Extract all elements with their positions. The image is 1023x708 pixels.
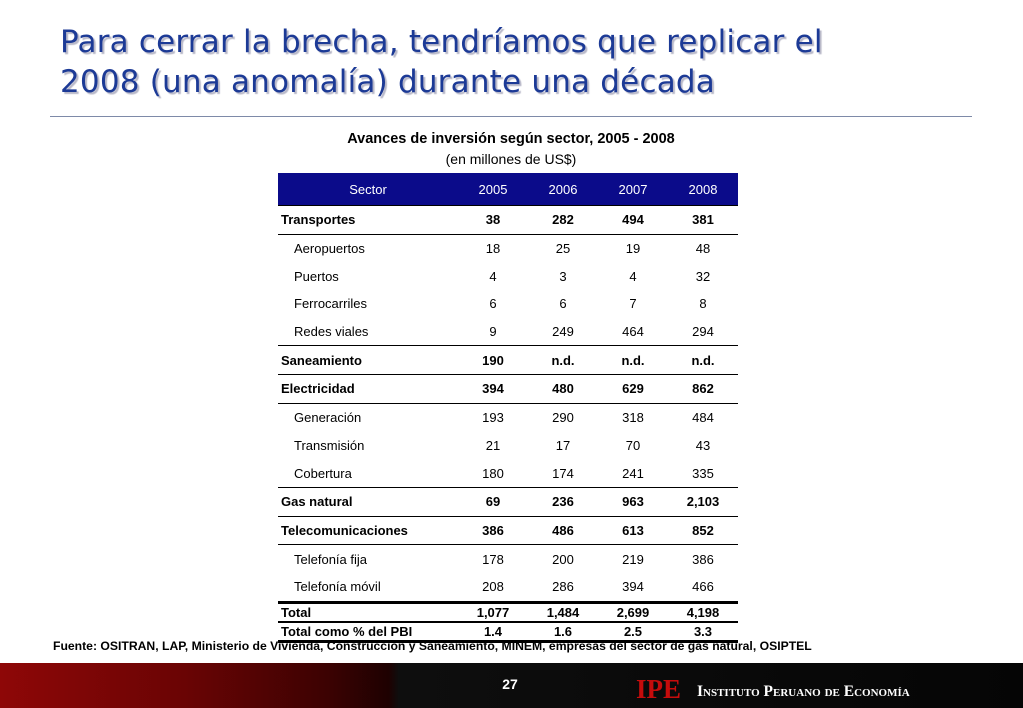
header-2006: 2006	[528, 173, 598, 206]
page-number: 27	[502, 676, 518, 692]
row-label: Generación	[278, 403, 458, 431]
cell-2006: 25	[528, 234, 598, 262]
title-divider	[50, 116, 972, 117]
table-row	[278, 206, 738, 235]
row-label: Redes viales	[294, 324, 369, 340]
cell-2005: 1.4	[458, 622, 528, 642]
row-label: Puertos	[294, 268, 339, 284]
cell-2005: 21	[485, 437, 501, 453]
header-sector: Sector	[278, 173, 458, 206]
cell-2008: 862	[668, 375, 738, 404]
row-label: Cobertura	[294, 465, 352, 481]
header-2007: 2007	[598, 173, 668, 206]
cell-2006: 200	[528, 545, 598, 573]
row-label: Telefonía fija	[278, 545, 458, 573]
cell-2008: 4,198	[668, 602, 738, 622]
cell-2006: 286	[552, 579, 574, 595]
slide-title-line-1: Para cerrar la brecha, tendríamos que replicar el	[60, 24, 823, 60]
cell-2007: 963	[598, 487, 668, 516]
table-row	[278, 403, 738, 431]
cell-2008: 48	[668, 234, 738, 262]
cell-2005: 69	[458, 487, 528, 516]
row-label: Ferrocarriles	[294, 296, 367, 312]
cell-2008: 386	[668, 545, 738, 573]
cell-2008: 32	[695, 268, 711, 284]
table-row	[278, 516, 738, 545]
cell-2008: 852	[668, 516, 738, 545]
cell-2008: 484	[668, 403, 738, 431]
table-row	[278, 290, 738, 318]
cell-2007: 464	[622, 324, 644, 340]
table-row	[278, 487, 738, 516]
row-label: Saneamiento	[278, 346, 458, 375]
row-label: Total	[278, 602, 458, 622]
cell-2005: 1,077	[458, 602, 528, 622]
cell-2005: 38	[458, 206, 528, 235]
cell-2006: 3	[559, 268, 567, 284]
table-title: Avances de inversión según sector, 2005 - 2008	[347, 131, 675, 147]
cell-2005: 4	[489, 268, 497, 284]
cell-2005: 6	[489, 296, 497, 312]
cell-2006: 1,484	[528, 602, 598, 622]
cell-2007: 241	[622, 465, 644, 481]
row-label: Aeropuertos	[278, 234, 458, 262]
row-label: Telefonía móvil	[294, 579, 381, 595]
cell-2008: n.d.	[668, 346, 738, 375]
row-label: Total como % del PBI	[278, 622, 458, 642]
ipe-logo: IPE	[636, 674, 682, 704]
table-row	[278, 573, 738, 602]
organization-name: Instituto Peruano de Economía	[697, 683, 910, 700]
total-row	[278, 602, 738, 622]
row-label: Gas natural	[278, 487, 458, 516]
cell-2006: 1.6	[528, 622, 598, 642]
cell-2005: 386	[458, 516, 528, 545]
cell-2008: 466	[692, 579, 714, 595]
header-2005: 2005	[458, 173, 528, 206]
cell-2008: 2,103	[668, 487, 738, 516]
cell-2007: 70	[625, 437, 641, 453]
cell-2006: 6	[559, 296, 567, 312]
source-note: Fuente: OSITRAN, LAP, Ministerio de Vivienda, Construcción y Saneamiento, MINEM, empresas del sector de gas natural, OSIPTEL	[53, 639, 812, 653]
row-label: Telecomunicaciones	[278, 516, 458, 545]
cell-2007: 494	[598, 206, 668, 235]
cell-2005: 18	[458, 234, 528, 262]
cell-2007: 219	[598, 545, 668, 573]
cell-2008: 3.3	[668, 622, 738, 642]
table-header-row	[278, 173, 738, 206]
row-label: Transmisión	[294, 437, 365, 453]
table-row	[278, 432, 738, 460]
cell-2007: 7	[629, 296, 637, 312]
slide-title-line-2: 2008 (una anomalía) durante una década	[60, 64, 715, 100]
table-row	[278, 318, 738, 346]
cell-2008: 294	[692, 324, 714, 340]
cell-2007: 613	[598, 516, 668, 545]
header-2008: 2008	[668, 173, 738, 206]
cell-2007: 19	[598, 234, 668, 262]
table-row	[278, 375, 738, 404]
table-subtitle: (en millones de US$)	[445, 151, 577, 167]
cell-2007: 394	[622, 579, 644, 595]
table-row	[278, 346, 738, 375]
cell-2008: 335	[692, 465, 714, 481]
cell-2005: 190	[458, 346, 528, 375]
row-label: Transportes	[278, 206, 458, 235]
cell-2008: 43	[695, 437, 711, 453]
cell-2006: 282	[528, 206, 598, 235]
cell-2007: 318	[598, 403, 668, 431]
cell-2005: 193	[458, 403, 528, 431]
table-row	[278, 545, 738, 573]
cell-2006: 249	[552, 324, 574, 340]
investment-table	[278, 173, 738, 643]
cell-2005: 178	[458, 545, 528, 573]
table-row	[278, 459, 738, 487]
cell-2006: 486	[528, 516, 598, 545]
table-row	[278, 262, 738, 290]
cell-2008: 8	[699, 296, 707, 312]
slide-title	[60, 22, 1000, 102]
cell-2006: 236	[528, 487, 598, 516]
cell-2006: n.d.	[528, 346, 598, 375]
cell-2006: 17	[555, 437, 571, 453]
cell-2006: 480	[528, 375, 598, 404]
cell-2007: 4	[629, 268, 637, 284]
cell-2005: 180	[482, 465, 504, 481]
cell-2005: 208	[482, 579, 504, 595]
cell-2005: 9	[489, 324, 497, 340]
cell-2007: 629	[598, 375, 668, 404]
table-row	[278, 234, 738, 262]
cell-2007: 2.5	[598, 622, 668, 642]
cell-2008: 381	[668, 206, 738, 235]
row-label: Electricidad	[278, 375, 458, 404]
cell-2007: 2,699	[598, 602, 668, 622]
cell-2005: 394	[458, 375, 528, 404]
cell-2006: 290	[528, 403, 598, 431]
cell-2007: n.d.	[598, 346, 668, 375]
cell-2006: 174	[552, 465, 574, 481]
